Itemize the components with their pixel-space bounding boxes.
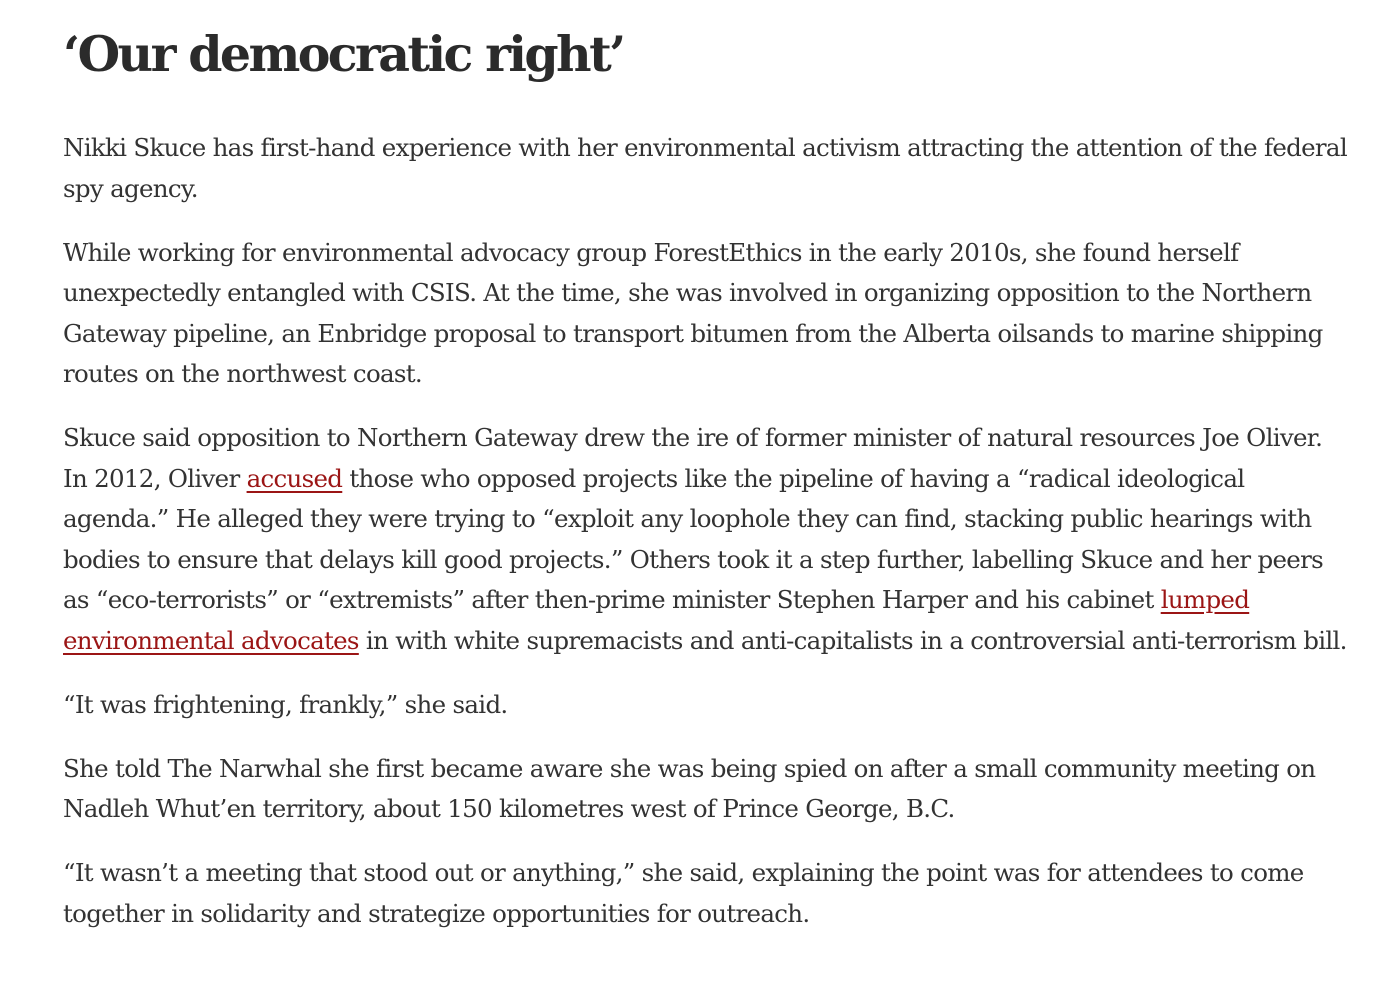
article-body: [63, 0, 1348, 958]
paragraph-5: She told The Narwhal she first became aware she was being spied on after a small community meeting on Nadleh Whut’en territory, about 150 kilometres west of Prince George, B.C.: [63, 753, 1316, 823]
paragraph-6-quote: “It wasn’t a meeting that stood out or anything,” she said, explaining the point was for attendees to come together in solidarity and strategize opportunities for outreach.: [63, 858, 1304, 928]
paragraph-3-text-end: in with white supremacists and anti-capitalists in a controversial anti-terrorism bill.: [358, 625, 1347, 655]
section-heading: ‘Our democratic right’: [63, 25, 624, 83]
paragraph-4-quote: “It was frightening, frankly,” she said.: [63, 689, 508, 719]
paragraph-1: Nikki Skuce has first-hand experience with her environmental activism attracting the attention of the federal spy agency.: [63, 133, 1347, 203]
paragraph-2: While working for environmental advocacy group ForestEthics in the early 2010s, she found herself unexpectedly entangled with CSIS. At the time, she was involved in organizing opposition to the Northern Gateway pipeline, an Enbridge proposal to transport bitumen from the Alberta oilsands to marine shipping routes on the northwest coast.: [63, 237, 1323, 388]
paragraph-3: [63, 418, 1348, 661]
paragraph-3-text-start: Skuce said opposition to Northern Gateway drew the ire of former minister of natural resources Joe Oliver. In 2012, Oliver: [63, 423, 1323, 493]
accused-link[interactable]: accused: [246, 463, 343, 493]
lumped-environmental-advocates-link[interactable]: lumped environmental advocates: [63, 585, 1250, 655]
paragraph-3-text-middle: those who opposed projects like the pipeline of having a “radical ideological agenda.” He alleged they were trying to “exploit any loophole they can find, stacking public hearings with bodies to ensure that delays kill good projects.” Others took it a step further, labelling Skuce and her peers as “eco-terrorists” or “extremists” after then-prime minister Stephen Harper and his cabinet: [63, 463, 1323, 614]
